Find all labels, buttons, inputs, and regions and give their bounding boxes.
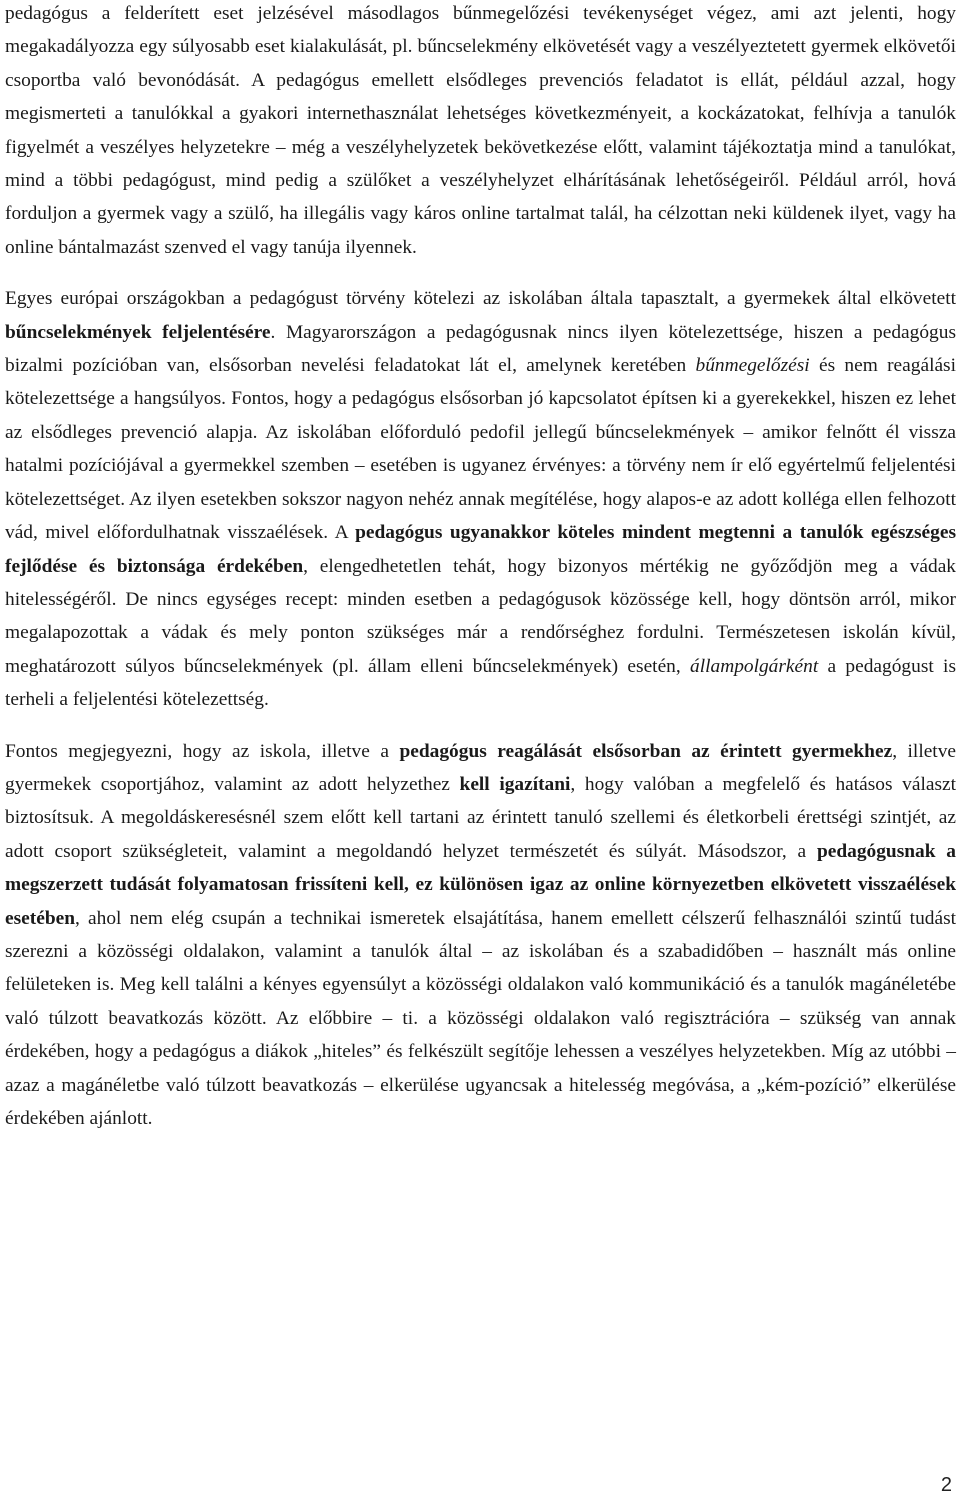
- text-run: . Magyarországon a pedagógusnak nincs ilyen kötelezettsége, hiszen a pedagógus bizalmi pozícióban van, elsősorban nevelési feladatokat lát el, amelynek keretében: [5, 321, 956, 377]
- bold-text: pedagógusnak a megszerzett tudását folyamatosan frissíteni kell, ez különösen igaz az online környezetben elkövetett visszaélések esetében: [5, 840, 956, 929]
- paragraph: [5, 282, 956, 716]
- text-run: , illetve gyermekek csoportjához, valamint az adott helyzethez: [5, 740, 956, 795]
- text-run: , elengedhetetlen tehát, hogy bizonyos mértékig ne győződjön meg a vádak hitelességéről. De nincs egységes recept: minden esetben a pedagógusok közössége kell, hogy döntsön arról, mikor megalapozottak a vádak és mely ponton szükséges már a rendőrséghez fordulni. Természetesen iskolán kívül, meghatározott súlyos bűncselekmények (pl. állam elleni bűncselekmények) esetén,: [5, 555, 956, 677]
- bold-text: pedagógus reagálását elsősorban az érintett gyermekhez: [399, 740, 893, 762]
- text-run: a pedagógust is terheli a feljelentési kötelezettség.: [5, 655, 956, 711]
- bold-text: kell igazítani: [459, 773, 571, 795]
- text-run: , hogy valóban a megfelelő és hatásos választ biztosítsuk. A megoldáskeresésnél szem előtt kell tartani az érintett tanuló szellemi és életkorbeli érettségi szintjét, az adott csoport szükségleteit, valamint a megoldandó helyzet természetét és súlyát. Másodszor, a: [5, 773, 956, 862]
- text-run: , ahol nem elég csupán a technikai ismeretek elsajátítása, hanem emellett célszerű felhasználói szintű tudást szerezni a közösségi oldalakon, valamint a tanulók által – az iskolában és a szabadidőben – használt más online felületeken is. Meg kell találni a kényes egyensúlyt a közösségi oldalakon való kommunikáció és a tanulók magánéletébe való túlzott beavatkozás között. Az előbbire – ti. a közösségi oldalakon való regisztrációra – szükség van annak érdekében, hogy a pedagógus a diákok „hiteles” és felkészült segítője lehessen a veszélyes helyzetekben. Míg az utóbbi – azaz a magánéletbe való túlzott beavatkozás – elkerülése ugyancsak a hitelesség megóvása, a „kém-pozíció” elkerülése érdekében ajánlott.: [5, 907, 956, 1129]
- document-body: [5, 0, 956, 1135]
- paragraph: [5, 0, 956, 264]
- page-number: 2: [940, 1474, 952, 1496]
- bold-text: pedagógus ugyanakkor köteles mindent megtenni a tanulók egészséges fejlődése és biztonsága érdekében: [5, 522, 956, 577]
- text-run: Fontos megjegyezni, hogy az iskola, illetve a: [5, 740, 400, 762]
- text-run: és nem reagálási kötelezettsége a hangsúlyos. Fontos, hogy a pedagógus elsősorban jó kapcsolatot építsen ki a gyerekekkel, hiszen ez lehet az elsődleges prevenció alapja. Az iskolában előforduló pedofil jellegű bűncselekmények – amikor felnőtt él vissza hatalmi pozíciójával a gyermekkel szemben – esetében is ugyanez érvényes: a törvény nem ír elő egyértelmű feljelentési kötelezettséget. Az ilyen esetekben sokszor nagyon nehéz annak megítélése, hogy alapos-e az adott kolléga ellen felhozott vád, mivel előfordulhatnak visszaélések. A: [5, 355, 956, 544]
- italic-text: állampolgárként: [690, 655, 819, 677]
- text-run: Egyes európai országokban a pedagógust törvény kötelezi az iskolában általa tapasztalt, a gyermekek által elkövetett: [5, 288, 956, 310]
- paragraph: [5, 735, 956, 1136]
- text-run: pedagógus a felderített eset jelzésével másodlagos bűnmegelőzési tevékenységet végez, ami azt jelenti, hogy megakadályozza egy súlyosabb eset kialakulását, pl. bűncselekmény elkövetését vagy a veszélyeztetett gyermek elkövetői csoportba való bevonódását. A pedagógus emellett elsődleges prevenciós feladatot is ellát, például azzal, hogy megismerteti a tanulókkal a gyakori internethasználat lehetséges következményeit, a kockázatokat, felhívja a tanulók figyelmét a veszélyes helyzetekre – még a veszélyhelyzetek bekövetkezése előtt, valamint tájékoztatja mind a tanulókat, mind a többi pedagógust, mind pedig a szülőket a veszélyhelyzet elhárításának lehetőségeiről. Például arról, hová forduljon a gyermek vagy a szülő, ha illegális vagy káros online tartalmat talál, ha célzottan neki küldenek ilyet, vagy ha online bántalmazást szenved el vagy tanúja ilyennek.: [5, 3, 956, 258]
- bold-text: bűncselekmények feljelentésére: [5, 321, 271, 343]
- italic-text: bűnmegelőzési: [695, 355, 810, 377]
